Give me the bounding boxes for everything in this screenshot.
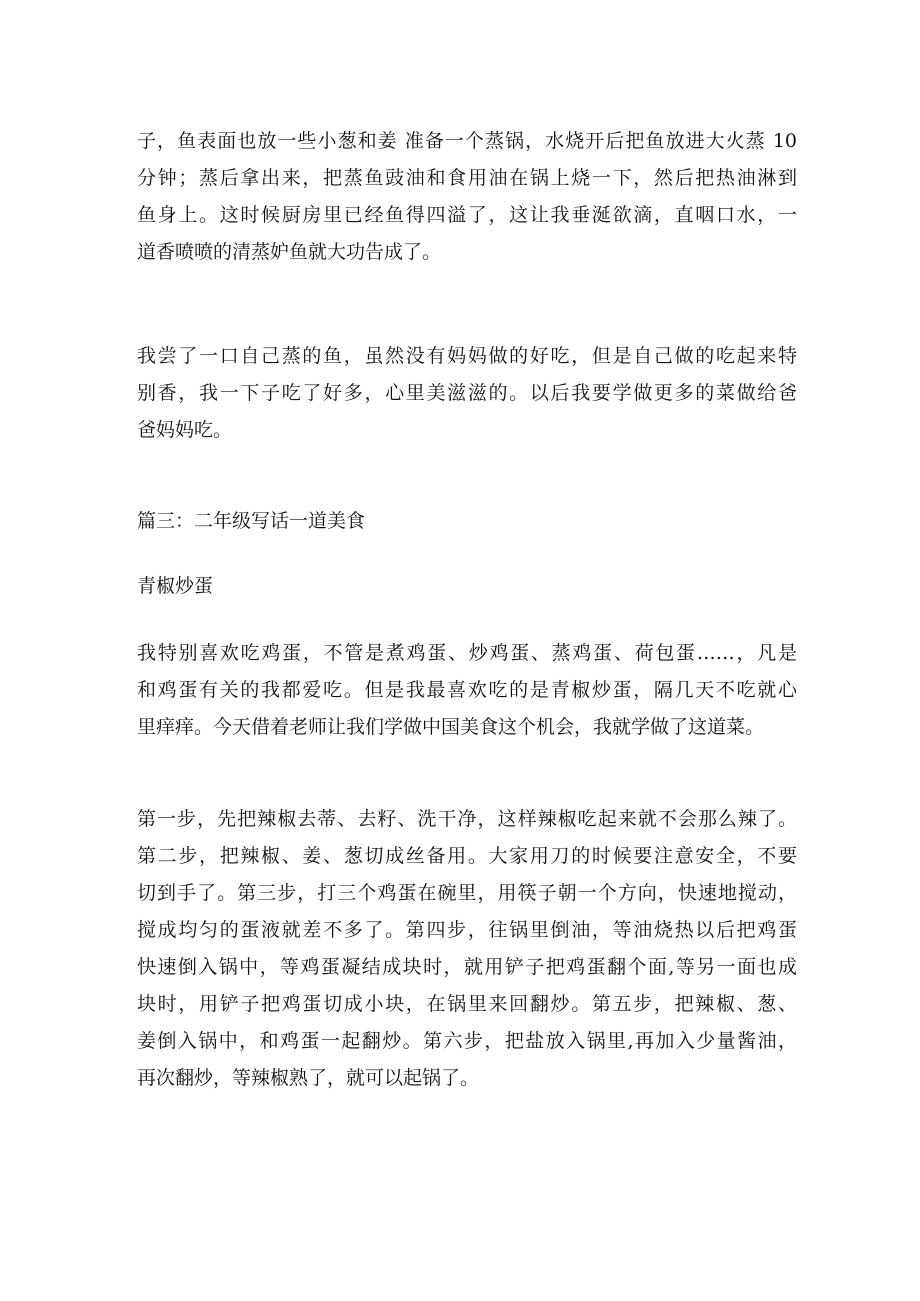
text-line: 爸妈妈吃。 [137,419,233,441]
text-line: 搅成均匀的蛋液就差不多了。第四步，往锅里倒油，等油烧热以后把鸡蛋 [137,919,797,941]
text-line: 别香，我一下子吃了好多，心里美滋滋的。以后我要学做更多的菜做给爸 [137,382,797,404]
text-line: 鱼身上。这时候厨房里已经鱼得四溢了，这让我垂涎欲滴，直咽口水，一 [137,204,797,226]
text-line: 分钟；蒸后拿出来，把蒸鱼豉油和食用油在锅上烧一下，然后把热油淋到 [137,167,797,189]
text-line: 第一步，先把辣椒去蒂、去籽、洗干净，这样辣椒吃起来就不会那么辣了。 [137,808,797,830]
text-line: 道香喷喷的清蒸妒鱼就大功告成了。 [137,241,442,263]
text-line: 快速倒入锅中，等鸡蛋凝结成块时，就用铲子把鸡蛋翻个面,等另一面也成 [137,956,797,978]
article-title-text: 青椒炒蛋 [137,575,214,597]
text-line: 块时，用铲子把鸡蛋切成小块，在锅里来回翻炒。第五步，把辣椒、葱、 [137,993,797,1015]
text-line: 第二步，把辣椒、姜、葱切成丝备用。大家用刀的时候要注意安全，不要 [137,845,797,867]
text-line: 姜倒入锅中，和鸡蛋一起翻炒。第六步，把盐放入锅里,再加入少量酱油， [137,1030,797,1052]
section-heading [137,503,797,540]
paragraph-steamed-fish-end [137,123,797,271]
paragraph-intro [137,635,797,746]
article-title [137,568,797,605]
text-line: 我特别喜欢吃鸡蛋，不管是煮鸡蛋、炒鸡蛋、蒸鸡蛋、荷包蛋……，凡是 [137,642,797,664]
text-line: 里痒痒。今天借着老师让我们学做中国美食这个机会，我就学做了这道菜。 [137,716,765,738]
paragraph-steps [137,801,797,1097]
text-line: 切到手了。第三步，打三个鸡蛋在碗里，用筷子朝一个方向，快速地搅动， [137,882,797,904]
text-line: 子，鱼表面也放一些小葱和姜 准备一个蒸锅，水烧开后把鱼放进大火蒸 10 [137,130,797,152]
paragraph-taste [137,338,797,449]
section-title: 篇三：二年级写话一道美食 [137,510,366,532]
text-line: 再次翻炒，等辣椒熟了，就可以起锅了。 [137,1067,480,1089]
text-line: 和鸡蛋有关的我都爱吃。但是我最喜欢吃的是青椒炒蛋，隔几天不吃就心 [137,679,797,701]
text-line: 我尝了一口自己蒸的鱼，虽然没有妈妈做的好吃，但是自己做的吃起来特 [137,345,797,367]
